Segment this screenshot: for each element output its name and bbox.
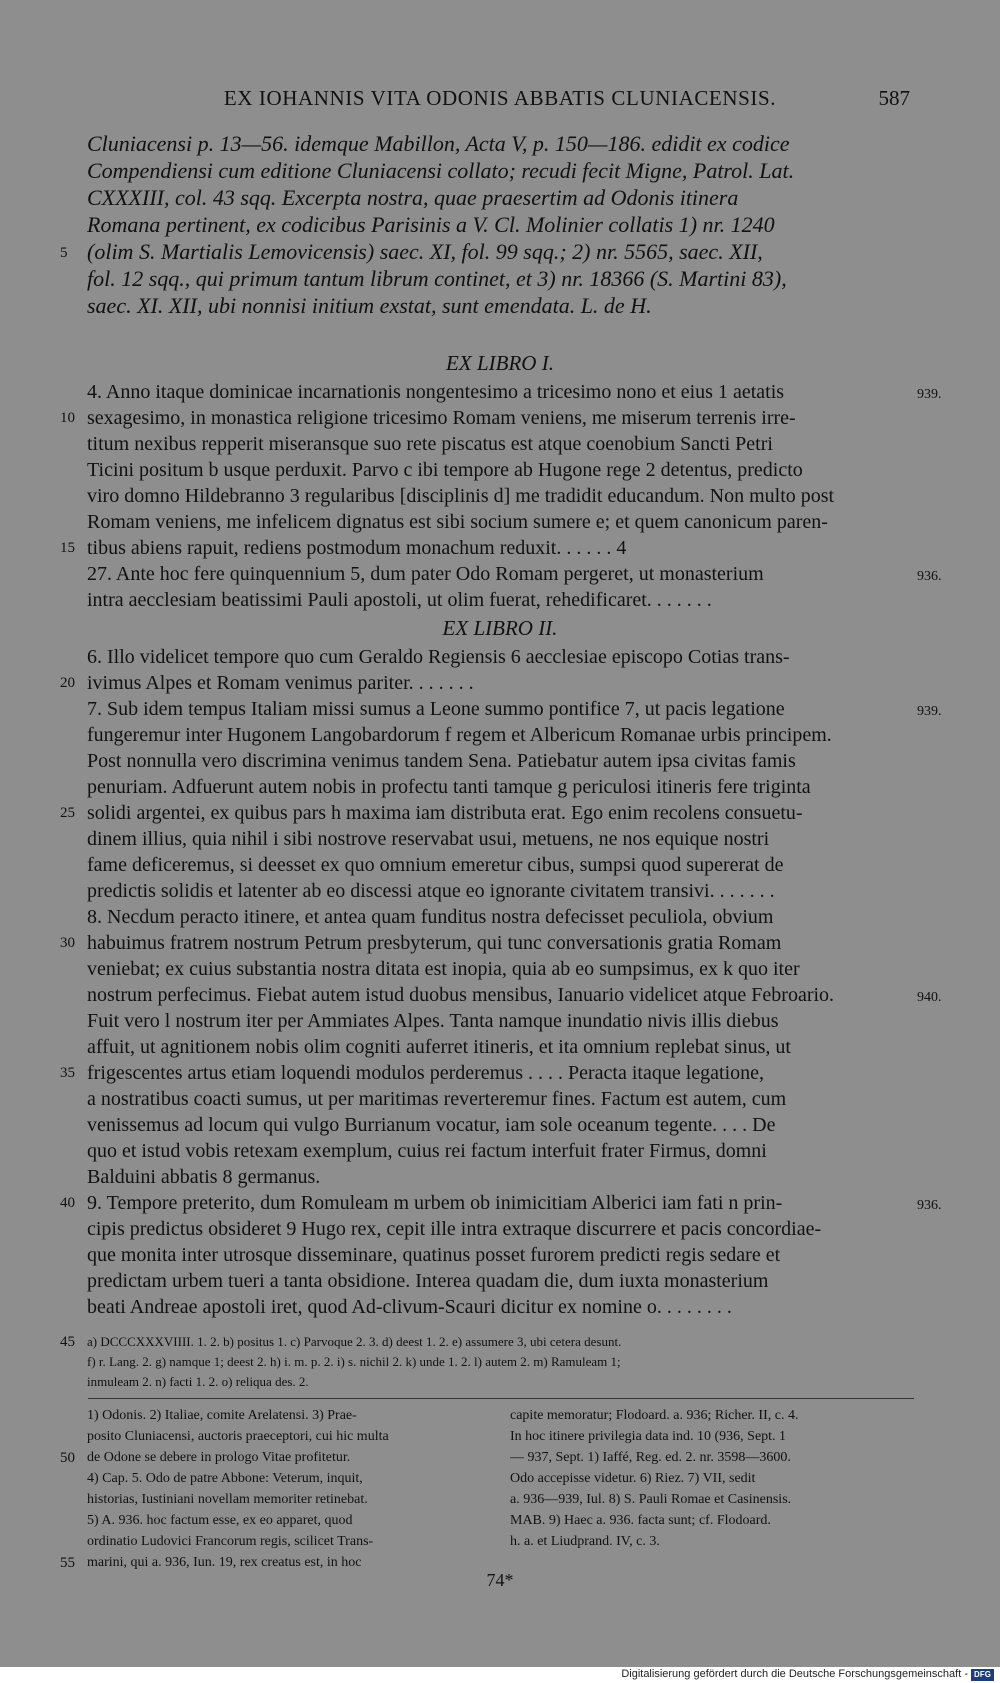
line-number: 10 xyxy=(60,410,75,426)
footnote-line-left: de Odone se debere in prologo Vitae profitetur. xyxy=(87,1450,351,1465)
margin-year: 940. xyxy=(917,990,942,1005)
text-line: titum nexibus repperit miseransque suo rete piscatus est atque coenobium Sancti Petri xyxy=(87,433,773,455)
text-line: 9. Tempore preterito, dum Romuleam m urbem ob inimicitiam Alberici iam fati n prin- xyxy=(87,1192,783,1214)
digitization-footer xyxy=(0,1667,1000,1683)
page-number: 587 xyxy=(878,86,910,110)
intro-line: Compendiensi cum editione Cluniacensi collato; recudi fecit Migne, Patrol. Lat. xyxy=(87,158,795,183)
line-number: 5 xyxy=(60,245,68,261)
signature-mark: 74* xyxy=(486,1570,514,1590)
text-line: viro domno Hildebranno 3 regularibus [disciplinis d] me tradidit educandum. Non multo post xyxy=(87,485,835,507)
margin-year: 936. xyxy=(917,569,942,584)
text-line: habuimus fratrem nostrum Petrum presbyterum, qui tunc conversationis gratia Romam xyxy=(87,932,782,954)
text-line: tibus abiens rapuit, rediens postmodum monachum reduxit. . . . . . 4 xyxy=(87,537,627,559)
footnote-line-right: MAB. 9) Haec a. 936. facta sunt; cf. Flodoard. xyxy=(510,1513,771,1528)
text-line: ivimus Alpes et Romam venimus pariter. . . . . . . xyxy=(87,672,474,694)
line-number: 25 xyxy=(60,805,75,821)
text-line: Balduini abbatis 8 germanus. xyxy=(87,1166,321,1188)
text-line: fungeremur inter Hugonem Langobardorum f regem et Albericum Romanae urbis principem. xyxy=(87,724,832,746)
footnote-line-left: marini, qui a. 936, Iun. 19, rex creatus est, in hoc xyxy=(87,1555,362,1570)
section-heading-liber-1: EX LIBRO I. xyxy=(446,351,554,375)
margin-year: 939. xyxy=(917,387,942,402)
text-line: penuriam. Adfuerunt autem nobis in profectu tanti tamque g periculosi itineris fere triginta xyxy=(87,776,811,798)
intro-line: (olim S. Martialis Lemovicensis) saec. XI, fol. 99 sqq.; 2) nr. 5565, saec. XII, xyxy=(87,239,763,264)
apparatus-line: a) DCCCXXXVIIII. 1. 2. b) positus 1. c) Parvoque 2. 3. d) deest 1. 2. e) assumere 3, ubi cetera desunt. xyxy=(87,1334,622,1349)
line-number: 40 xyxy=(60,1195,75,1211)
dfg-logo: DFG xyxy=(971,1669,994,1681)
running-title: EX IOHANNIS VITA ODONIS ABBATIS CLUNIACENSIS. xyxy=(223,86,777,110)
text-line: solidi argentei, ex quibus pars h maxima iam distributa erat. Ego enim recolens consuetu- xyxy=(87,802,803,824)
text-line: beati Andreae apostoli iret, quod Ad-clivum-Scauri dicitur ex nomine o. . . . . . . . xyxy=(87,1296,732,1318)
footnote-line-right: a. 936—939, Iul. 8) S. Pauli Romae et Casinensis. xyxy=(510,1492,792,1507)
text-line: 6. Illo videlicet tempore quo cum Geraldo Regiensis 6 aecclesiae episcopo Cotias trans- xyxy=(87,646,790,668)
line-number: 35 xyxy=(60,1065,75,1081)
text-line: predictam urbem tueri a tanta obsidione. Interea quadam die, dum iuxta monasterium xyxy=(87,1270,769,1292)
intro-line: saec. XI. XII, ubi nonnisi initium exstat, sunt emendata. L. de H. xyxy=(87,293,652,318)
text-line: affuit, ut agnitionem nobis olim cogniti auferret itineris, et ita omnium replebat sinus, ut xyxy=(87,1036,791,1058)
text-line: dinem illius, quia nihil i sibi nostrove reservabat usui, metuens, ne nos equique nostri xyxy=(87,828,770,850)
funding-note: Digitalisierung gefördert durch die Deutsche Forschungsgemeinschaft - xyxy=(621,1668,968,1680)
footnote-line-left: 1) Odonis. 2) Italiae, comite Arelatensi. 3) Prae- xyxy=(87,1408,357,1423)
footnote-line-left: 5) A. 936. hoc factum esse, ex eo apparet, quod xyxy=(87,1513,353,1528)
margin-year: 936. xyxy=(917,1198,942,1213)
apparatus-line: f) r. Lang. 2. g) namque 1; deest 2. h) i. m. p. 2. i) s. nichil 2. k) unde 1. 2. l) autem 2. m) Ramuleam 1; xyxy=(87,1354,621,1369)
line-number: 30 xyxy=(60,935,75,951)
section-heading-liber-2: EX LIBRO II. xyxy=(442,616,558,640)
footnote-line-right: capite memoratur; Flodoard. a. 936; Richer. II, c. 4. xyxy=(510,1408,799,1423)
text-line: quo et istud vobis retexam exemplum, cuius rei factum interfuit frater Firmus, domni xyxy=(87,1140,767,1162)
footnote-line-left: 4) Cap. 5. Odo de patre Abbone: Veterum, inquit, xyxy=(87,1471,363,1486)
footnote-line-left: posito Cluniacensi, auctoris praeceptori, cui hic multa xyxy=(87,1429,389,1444)
footnote-line-left: historias, Iustiniani novellam memoriter retinebat. xyxy=(87,1492,368,1507)
text-line: 4. Anno itaque dominicae incarnationis nongentesimo a tricesimo nono et eius 1 aetatis xyxy=(87,381,785,403)
text-line: Ticini positum b usque perduxit. Parvo c ibi tempore ab Hugone rege 2 detentus, predicto xyxy=(87,459,803,481)
text-line: sexagesimo, in monastica religione tricesimo Romam veniens, me miserum terrenis irre- xyxy=(87,407,796,429)
line-number: 50 xyxy=(60,1450,75,1466)
text-line: veniebat; ex cuius substantia nostra ditata est inopia, quia ab eo sumpsimus, ex k quo iter xyxy=(87,958,800,980)
text-line: 7. Sub idem tempus Italiam missi sumus a Leone summo pontifice 7, ut pacis legatione xyxy=(87,698,785,720)
text-line: a nostratibus coacti sumus, ut per maritimas reverteremur fines. Factum est autem, cum xyxy=(87,1088,787,1110)
line-number: 45 xyxy=(60,1334,75,1350)
text-line: Fuit vero l nostrum iter per Ammiates Alpes. Tanta namque inundatio nivis illis diebus xyxy=(87,1010,779,1032)
footnote-line-right: Odo accepisse videtur. 6) Riez. 7) VII, sedit xyxy=(510,1471,756,1486)
intro-line: Cluniacensi p. 13—56. idemque Mabillon, Acta V, p. 150—186. edidit ex codice xyxy=(87,131,790,156)
footnote-line-right: In hoc itinere privilegia data ind. 10 (936, Sept. 1 xyxy=(510,1429,787,1444)
footnote-line-right: h. a. et Liudprand. IV, c. 3. xyxy=(510,1534,660,1549)
line-number: 15 xyxy=(60,540,75,556)
intro-line: fol. 12 sqq., qui primum tantum librum continet, et 3) nr. 18366 (S. Martini 83), xyxy=(87,266,787,291)
text-line: intra aecclesiam beatissimi Pauli apostoli, ut olim fuerat, rehedificaret. . . . . . . xyxy=(87,589,712,611)
intro-line: Romana pertinent, ex codicibus Parisinis a V. Cl. Molinier collatis 1) nr. 1240 xyxy=(87,212,775,237)
text-line: fame deficeremus, si deesset ex quo omnium emeretur cibus, sumpsi quod supererat de xyxy=(87,854,784,876)
text-line: nostrum perfecimus. Fiebat autem istud duobus mensibus, Ianuario videlicet atque Febroario. xyxy=(87,984,835,1006)
footnote-rule xyxy=(88,1398,914,1399)
text-line: que monita inter utrosque disseminare, quatinus posset furorem predicti regis sedare et xyxy=(87,1244,781,1266)
text-line: frigescentes artus etiam loquendi modulos perderemus . . . . Peracta itaque legatione, xyxy=(87,1062,765,1084)
text-line: predictis solidis et latenter ab eo discessi atque eo ignorante civitatem transivi. . . . . . . xyxy=(87,880,775,902)
text-line: Post nonnulla vero discrimina venimus tandem Sena. Patiebatur autem ipsa civitas famis xyxy=(87,750,796,772)
line-number: 20 xyxy=(60,675,75,691)
running-header xyxy=(0,86,1000,116)
text-line: cipis predictus obsideret 9 Hugo rex, cepit ille intra extraque discurrere et pacis concordiae- xyxy=(87,1218,822,1240)
text-line: 27. Ante hoc fere quinquennium 5, dum pater Odo Romam pergeret, ut monasterium xyxy=(87,563,764,585)
text-line: Romam veniens, me infelicem dignatus est sibi socium sumere e; et quem canonicum paren- xyxy=(87,511,828,533)
line-number: 55 xyxy=(60,1555,75,1571)
intro-line: CXXXIII, col. 43 sqq. Excerpta nostra, quae praesertim ad Odonis itinera xyxy=(87,185,739,210)
margin-year: 939. xyxy=(917,704,942,719)
footnote-line-right: — 937, Sept. 1) Iaffé, Reg. ed. 2. nr. 3598—3600. xyxy=(510,1450,791,1465)
text-line: 8. Necdum peracto itinere, et antea quam funditus nostra defecisset peculiola, obvium xyxy=(87,906,774,928)
text-line: venissemus ad locum qui vulgo Burrianum vocatur, iam sole oceanum tegente. . . . De xyxy=(87,1114,776,1136)
apparatus-line: inmuleam 2. n) facti 1. 2. o) reliqua des. 2. xyxy=(87,1374,309,1389)
footnote-line-left: ordinatio Ludovici Francorum regis, scilicet Trans- xyxy=(87,1534,374,1549)
